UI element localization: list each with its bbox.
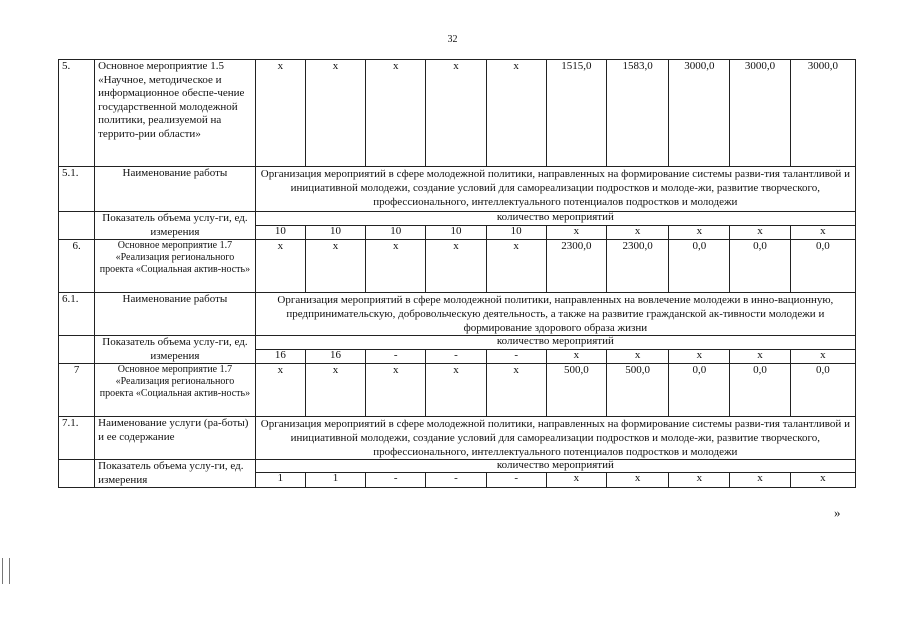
work-description: Организация мероприятий в сфере молодежной политики, направленных на формирование системы разви-тия талантливой и инициативной молодежи, создание условий для самореализации подростков и молоде-жи, развитие творческого, профессионального, интеллектуального потенциалов подростков и молодежи [255, 167, 855, 212]
value-cell: х [305, 60, 365, 167]
value-cell: 2300,0 [546, 240, 606, 293]
value-cell: 3000,0 [669, 60, 730, 167]
work-description: Организация мероприятий в сфере молодежной политики, направленных на формирование системы разви-тия талантливой и инициативной молодежи, создание условий для самореализации подростков и молоде-жи, развитие творческого, профессионального, интеллектуального потенциалов подростков и молодежи [255, 417, 855, 460]
table-row-6-1 [59, 293, 856, 336]
value-cell: х [426, 60, 486, 167]
indicator-label: Показатель объема услу-ги, ед. измерения [95, 212, 256, 240]
row-number: 7 [59, 364, 95, 417]
value-cell: х [730, 350, 790, 364]
value-cell: 0,0 [730, 364, 790, 417]
value-cell: 0,0 [730, 240, 790, 293]
value-cell: х [546, 226, 606, 240]
work-description: Организация мероприятий в сфере молодежной политики, направленных на вовлечение молодежи в инно-вационную, предпринимательскую, добровольческую деятельность, а также на развитие гражданской ак-тивности молодежи и формирование здорового образа жизни [255, 293, 855, 336]
value-cell: 0,0 [669, 240, 730, 293]
table-row-7-1 [59, 417, 856, 460]
unit-label: количество мероприятий [255, 212, 855, 226]
value-cell: х [366, 240, 426, 293]
page-number: 32 [447, 34, 458, 45]
row-number: 6. [59, 240, 95, 293]
value-cell: х [255, 364, 305, 417]
value-cell: 0,0 [790, 240, 855, 293]
value-cell: - [426, 472, 486, 487]
value-cell: х [546, 472, 606, 487]
measures-table [58, 59, 856, 488]
work-name-label: Наименование работы [95, 293, 256, 336]
value-cell: х [669, 350, 730, 364]
value-cell: 500,0 [607, 364, 669, 417]
value-cell: 1 [305, 472, 365, 487]
value-cell: 16 [305, 350, 365, 364]
value-cell: х [305, 364, 365, 417]
closing-quote: » [834, 505, 841, 520]
value-cell: 3000,0 [790, 60, 855, 167]
value-cell: х [790, 472, 855, 487]
value-cell: х [607, 350, 669, 364]
value-cell: 10 [366, 226, 426, 240]
row-number: 5. [59, 60, 95, 167]
value-cell: - [366, 350, 426, 364]
value-cell: 500,0 [546, 364, 606, 417]
table-row-indicator [59, 460, 856, 473]
indicator-label: Показатель объема услу-ги, ед. измерения [95, 336, 256, 364]
value-cell: х [366, 60, 426, 167]
value-cell: 0,0 [669, 364, 730, 417]
value-cell: х [486, 364, 546, 417]
value-cell: - [426, 350, 486, 364]
measure-name: Основное мероприятие 1.7 «Реализация регионального проекта «Социальная актив-ность» [95, 364, 256, 417]
value-cell: 3000,0 [730, 60, 790, 167]
value-cell: х [790, 226, 855, 240]
value-cell: - [486, 472, 546, 487]
value-cell: х [607, 226, 669, 240]
value-cell: - [486, 350, 546, 364]
unit-label: количество мероприятий [255, 460, 855, 473]
value-cell: х [607, 472, 669, 487]
value-cell: х [790, 350, 855, 364]
value-cell: 10 [426, 226, 486, 240]
value-cell: 0,0 [790, 364, 855, 417]
row-number: 5.1. [59, 167, 95, 212]
measure-name: Основное мероприятие 1.7 «Реализация регионального проекта «Социальная актив-ность» [95, 240, 256, 293]
measure-name: Основное мероприятие 1.5 «Научное, методическое и информационное обеспе-чение государственной молодежной политики, реализуемой на террито-рии области» [95, 60, 256, 167]
value-cell: х [366, 364, 426, 417]
table-row-5 [59, 60, 856, 167]
table-row-6 [59, 240, 856, 293]
value-cell: 10 [255, 226, 305, 240]
value-cell: 1515,0 [546, 60, 606, 167]
value-cell: 10 [305, 226, 365, 240]
work-name-label: Наименование работы [95, 167, 256, 212]
value-cell: х [546, 350, 606, 364]
value-cell: х [486, 240, 546, 293]
value-cell: х [255, 60, 305, 167]
value-cell: 2300,0 [607, 240, 669, 293]
value-cell: х [669, 472, 730, 487]
service-name-label: Наименование услуги (ра-боты) и ее содержание [95, 417, 256, 460]
scan-margin-mark [2, 558, 10, 584]
table-row-7 [59, 364, 856, 417]
indicator-label: Показатель объема услу-ги, ед. измерения [95, 460, 256, 488]
value-cell: - [366, 472, 426, 487]
value-cell: х [486, 60, 546, 167]
value-cell: х [730, 472, 790, 487]
value-cell: х [669, 226, 730, 240]
table-row-indicator [59, 212, 856, 226]
value-cell: х [426, 364, 486, 417]
value-cell: х [730, 226, 790, 240]
row-number: 7.1. [59, 417, 95, 460]
value-cell: х [305, 240, 365, 293]
table-row-indicator [59, 336, 856, 350]
row-number: 6.1. [59, 293, 95, 336]
table-row-5-1 [59, 167, 856, 212]
value-cell: 1 [255, 472, 305, 487]
unit-label: количество мероприятий [255, 336, 855, 350]
value-cell: х [426, 240, 486, 293]
value-cell: х [255, 240, 305, 293]
value-cell: 16 [255, 350, 305, 364]
value-cell: 10 [486, 226, 546, 240]
value-cell: 1583,0 [607, 60, 669, 167]
